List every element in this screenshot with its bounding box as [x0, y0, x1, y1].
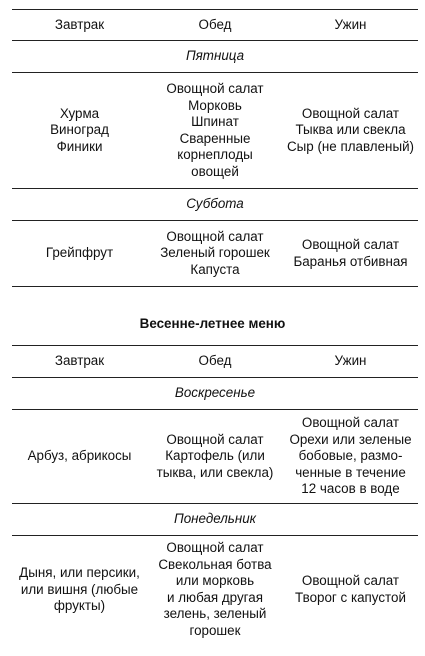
day-row-saturday	[12, 189, 418, 221]
header-dinner: Ужин	[283, 346, 418, 378]
section-title: Весенне-летнее меню	[139, 316, 286, 331]
table-header-row	[12, 10, 418, 41]
day-row-monday	[12, 504, 418, 536]
breakfast-cell: Арбуз, абрикосы	[12, 410, 147, 504]
menu-table-2	[12, 345, 418, 644]
day-row-friday	[12, 41, 418, 73]
lunch-cell: Овощной салат Картофель (или тыква, или свекла)	[147, 410, 283, 504]
table-row	[12, 73, 418, 189]
dinner-cell: Овощной салат Орехи или зеленые бобовые, размо- ченные в течение 12 часов в воде	[283, 410, 418, 504]
menu-table-1	[12, 9, 418, 287]
dinner-cell: Овощной салат Тыква или свекла Сыр (не плавленый)	[283, 73, 418, 189]
dinner-cell: Овощной салат Творог с капустой	[295, 573, 406, 605]
breakfast-cell: Грейпфрут	[12, 221, 147, 287]
breakfast-cell: Хурма Виноград Финики	[12, 73, 147, 189]
day-label-friday: Пятница	[12, 41, 418, 73]
table-row	[12, 410, 418, 504]
dinner-cell: Овощной салат Баранья отбивная	[283, 221, 418, 287]
header-breakfast: Завтрак	[12, 10, 147, 41]
breakfast-cell: Дыня, или персики, или вишня (любые фрукты)	[19, 565, 140, 613]
header-breakfast: Завтрак	[12, 346, 147, 378]
day-label-sunday: Воскресенье	[12, 378, 418, 410]
table-row	[12, 536, 418, 644]
table-row	[12, 221, 418, 287]
header-lunch: Обед	[147, 346, 283, 378]
header-lunch: Обед	[147, 10, 283, 41]
lunch-cell: Овощной салат Морковь Шпинат Сваренные корнеплоды овощей	[147, 73, 283, 189]
table-header-row	[12, 346, 418, 378]
lunch-cell: Овощной салат Зеленый горошек Капуста	[147, 221, 283, 287]
lunch-cell: Овощной салат Свекольная ботва или морковь и любая другая зелень, зеленый горошек	[158, 540, 272, 638]
header-dinner: Ужин	[283, 10, 418, 41]
day-row-sunday	[12, 378, 418, 410]
day-label-saturday: Суббота	[12, 189, 418, 221]
day-label-monday: Понедельник	[12, 504, 418, 536]
